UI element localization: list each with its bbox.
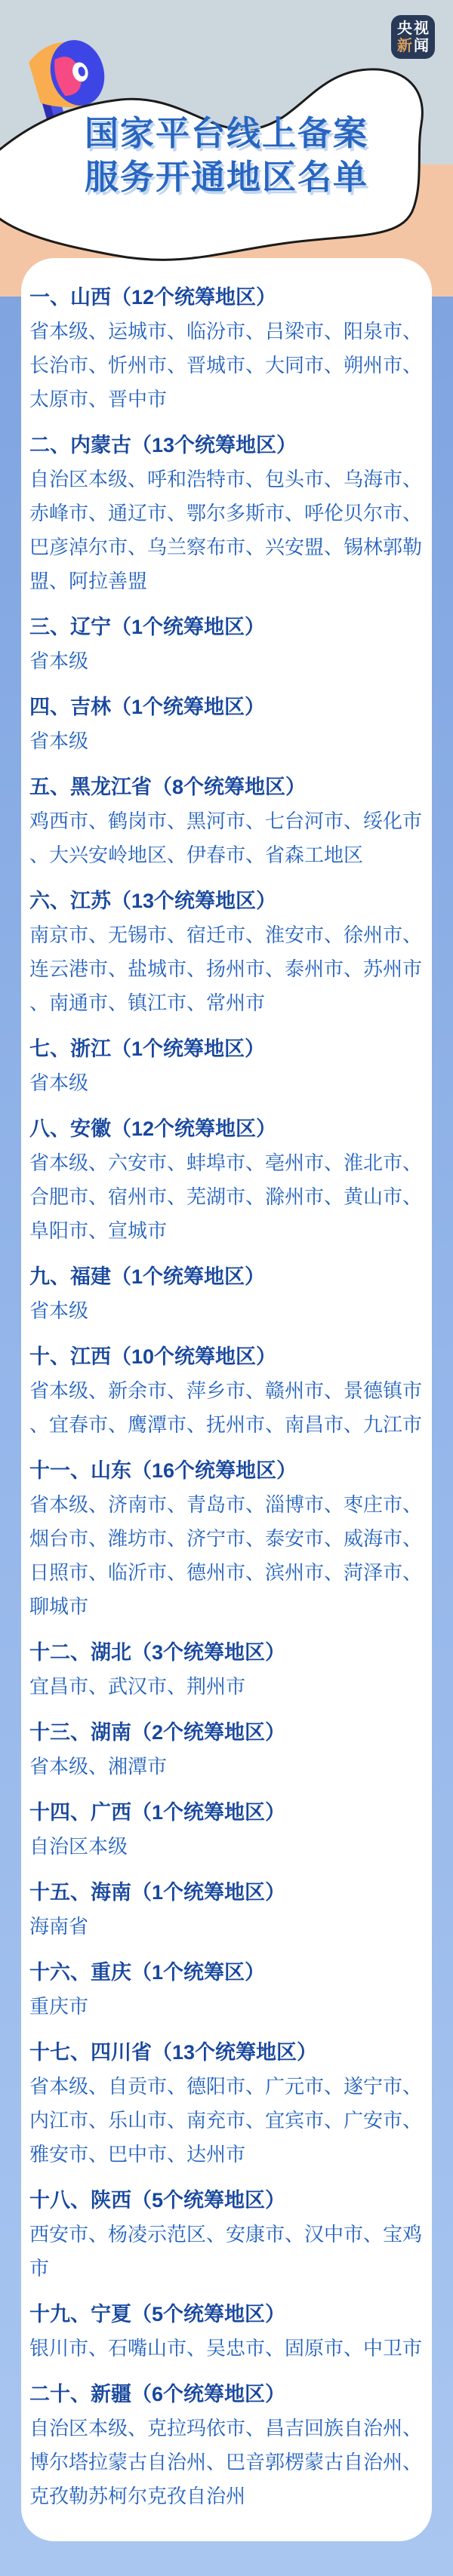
section-body: 西安市、杨凌示范区、安康市、汉中市、宝鸡市 — [29, 2223, 423, 2279]
region-section — [29, 884, 424, 1020]
section-body: 宜昌市、武汉市、荆州市 — [29, 1675, 246, 1698]
logo-char-accent: 新 — [397, 37, 412, 54]
region-section — [29, 1636, 424, 1704]
region-section — [29, 770, 424, 872]
section-heading: 二、内蒙古（13个统筹地区） — [29, 434, 297, 456]
section-heading: 十四、广西（1个统筹地区） — [29, 1801, 286, 1824]
section-heading: 七、浙江（1个统筹地区） — [29, 1037, 266, 1060]
section-heading: 九、福建（1个统筹地区） — [29, 1265, 266, 1288]
region-section — [29, 2036, 424, 2172]
section-body: 省本级、湘潭市 — [29, 1755, 168, 1778]
region-section — [29, 610, 424, 678]
section-body: 南京市、无锡市、宿迁市、淮安市、徐州市、连云港市、盐城市、扬州市、泰州市、苏州市、南通市、镇江市、常州市 — [29, 924, 423, 1014]
page-title-line1: 国家平台线上备案 — [84, 114, 368, 152]
section-body: 省本级 — [29, 1071, 89, 1094]
section-body: 省本级 — [29, 650, 89, 672]
section-body: 重庆市 — [29, 1995, 89, 2018]
region-section — [29, 1796, 424, 1864]
section-body: 省本级、新余市、萍乡市、赣州市、景德镇市、宜春市、鹰潭市、抚州市、南昌市、九江市 — [29, 1379, 423, 1436]
section-body: 省本级、自贡市、德阳市、广元市、遂宁市、内江市、乐山市、南充市、宜宾市、广安市、雅安市、巴中市、达州市 — [29, 2075, 423, 2166]
section-body: 鸡西市、鹤岗市、黑河市、七台河市、绥化市、大兴安岭地区、伊春市、省森工地区 — [29, 810, 423, 866]
section-body: 银川市、石嘴山市、吴忠市、固原市、中卫市 — [29, 2337, 423, 2359]
section-body: 省本级、济南市、青岛市、淄博市、枣庄市、烟台市、潍坊市、济宁市、泰安市、威海市、日照市、临沂市、德州市、滨州市、菏泽市、聊城市 — [29, 1493, 423, 1618]
logo-char: 央 — [397, 20, 412, 37]
section-body: 省本级 — [29, 1299, 89, 1322]
section-heading: 十五、海南（1个统筹地区） — [29, 1881, 286, 1904]
cctv-news-logo — [391, 15, 435, 59]
page-title-line2: 服务开通地区名单 — [84, 158, 368, 196]
section-heading: 十七、四川省（13个统筹地区） — [29, 2041, 318, 2064]
section-body: 省本级 — [29, 730, 89, 752]
section-body: 自治区本级、克拉玛依市、昌吉回族自治州、博尔塔拉蒙古自治州、巴音郭楞蒙古自治州、克孜勒苏柯尔克孜自治州 — [29, 2417, 423, 2507]
section-heading: 四、吉林（1个统筹地区） — [29, 696, 266, 718]
region-section — [29, 1454, 424, 1624]
region-list — [29, 281, 424, 2513]
section-heading: 十八、陕西（5个统筹地区） — [29, 2189, 286, 2212]
region-section — [29, 429, 424, 598]
section-body: 自治区本级、呼和浩特市、包头市、乌海市、赤峰市、通辽市、鄂尔多斯市、呼伦贝尔市、巴彦淖尔市、乌兰察布市、兴安盟、锡林郭勒盟、阿拉善盟 — [29, 468, 423, 592]
section-heading: 二十、新疆（6个统筹地区） — [29, 2383, 286, 2405]
region-section — [29, 2378, 424, 2513]
section-heading: 十二、湖北（3个统筹地区） — [29, 1641, 286, 1664]
logo-char: 视 — [414, 20, 429, 37]
section-heading: 三、辽宁（1个统筹地区） — [29, 616, 266, 638]
region-section — [29, 1956, 424, 2024]
logo-char: 闻 — [414, 37, 429, 54]
region-section — [29, 690, 424, 758]
logo-row-2 — [397, 38, 429, 54]
region-section — [29, 1112, 424, 1248]
logo-row-1 — [397, 20, 429, 37]
section-heading: 一、山西（12个统筹地区） — [29, 286, 277, 309]
section-heading: 十三、湖南（2个统筹地区） — [29, 1721, 286, 1744]
section-body: 海南省 — [29, 1915, 89, 1938]
region-section — [29, 281, 424, 417]
section-heading: 十六、重庆（1个统筹区） — [29, 1961, 266, 1984]
region-section — [29, 1260, 424, 1328]
section-body: 自治区本级 — [29, 1835, 128, 1858]
section-body: 省本级、运城市、临汾市、吕梁市、阳泉市、长治市、忻州市、晋城市、大同市、朔州市、太原市、晋中市 — [29, 320, 423, 410]
section-heading: 十一、山东（16个统筹地区） — [29, 1459, 297, 1482]
section-heading: 八、安徽（12个统筹地区） — [29, 1117, 277, 1140]
section-heading: 十、江西（10个统筹地区） — [29, 1345, 277, 1368]
region-section — [29, 2184, 424, 2286]
section-body: 省本级、六安市、蚌埠市、亳州市、淮北市、合肥市、宿州市、芜湖市、滁州市、黄山市、阜阳市、宣城市 — [29, 1151, 423, 1242]
section-heading: 十九、宁夏（5个统筹地区） — [29, 2303, 286, 2325]
section-heading: 六、江苏（13个统筹地区） — [29, 890, 277, 912]
region-section — [29, 1716, 424, 1784]
content-card — [21, 258, 432, 2541]
section-heading: 五、黑龙江省（8个统筹地区） — [29, 776, 307, 798]
region-section — [29, 1876, 424, 1944]
region-section — [29, 1032, 424, 1100]
region-section — [29, 1340, 424, 1442]
region-section — [29, 2298, 424, 2365]
